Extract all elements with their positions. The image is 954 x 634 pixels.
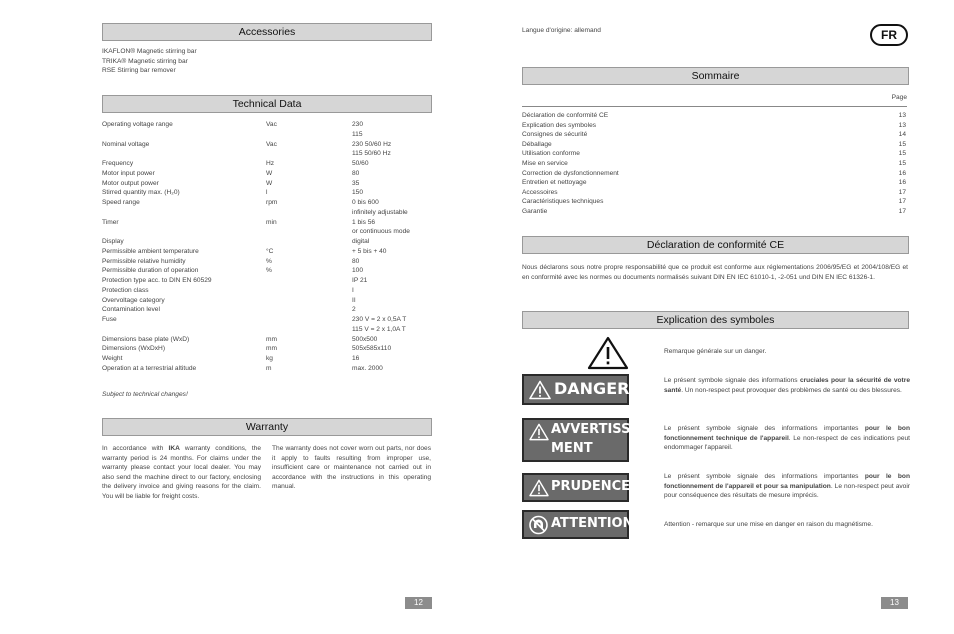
row-value: 2 <box>352 306 356 314</box>
warning-triangle-icon <box>529 479 549 497</box>
toc-page: 14 <box>898 131 906 139</box>
row-label: Nominal voltage <box>102 140 150 148</box>
row-value: digital <box>352 238 370 245</box>
warning-triangle-icon <box>529 423 549 441</box>
row-unit: W <box>266 179 273 187</box>
toc-label: Consignes de sécurité <box>522 131 588 139</box>
list-item <box>522 189 906 199</box>
row-label: Protection type acc. to DIN EN 60529 <box>102 277 212 284</box>
general-warning-text: Remarque générale sur un danger. <box>664 348 767 355</box>
row-value: max. 2000 <box>352 364 383 372</box>
caution-text: Le présent symbole signale des informations importantes pour le bon fonctionnement de l'appareil et pour sa manipulation. Le non-respect peut avoir pour conséquence des résultats de mesure imprécis. <box>664 473 910 500</box>
row-value: 230 50/60 Hz <box>352 140 392 148</box>
row-unit: °C <box>266 247 274 255</box>
row-value: IP 21 <box>352 277 368 284</box>
row-label: Operation at a terrestrial altitude <box>102 364 197 372</box>
accessories-list <box>102 47 197 76</box>
declaration-text: Nous déclarons sous notre propre responsabilité que ce produit est conforme aux réglementations 2006/95/EG et 2004/108/EG et en conformité avec les normes ou documents normalisés suivant DIN EN IEC 61010-1, -2-051 und DIN EN IEC 61326-1. <box>522 264 908 281</box>
accessories-heading: Accessories <box>102 23 432 41</box>
row-label: Timer <box>102 218 119 226</box>
sommaire-divider <box>522 106 907 107</box>
row-value: 16 <box>352 355 360 362</box>
row-value: 80 <box>352 169 360 177</box>
row-value: 230 <box>352 121 364 128</box>
row-value: 505x585x110 <box>352 345 392 353</box>
declaration-heading: Déclaration de conformité CE <box>522 236 909 254</box>
list-item <box>522 208 906 218</box>
toc-label: Garantie <box>522 208 548 215</box>
list-item <box>522 170 906 180</box>
toc-page: 17 <box>898 208 906 215</box>
row-label: Permissible ambient temperature <box>102 247 199 255</box>
page-number-right: 13 <box>881 597 908 609</box>
toc-label: Correction de dysfonctionnement <box>522 169 619 177</box>
warranty-heading: Warranty <box>102 418 432 436</box>
row-value: 35 <box>352 179 360 187</box>
warning-label-line-2: MENT <box>551 441 593 456</box>
warranty-text-2: The warranty does not cover worn out parts, nor does it apply to faults resulting from improper use, insufficient care or maintenance not carried out in accordance with the instructions in this operating manual. <box>272 445 431 491</box>
ika-brand: IKA <box>168 445 180 452</box>
toc-label: Mise en service <box>522 160 568 167</box>
list-item: IKAFLON® Magnetic stirring bar <box>102 48 197 55</box>
row-label: Weight <box>102 355 123 362</box>
attention-sign <box>522 510 634 539</box>
row-unit: Vac <box>266 140 277 148</box>
toc-label: Explication des symboles <box>522 121 597 129</box>
row-value: 115 <box>352 130 363 138</box>
row-label: Motor input power <box>102 169 155 177</box>
row-unit: rpm <box>266 199 278 206</box>
sommaire-heading: Sommaire <box>522 67 909 85</box>
toc-label: Caractéristiques techniques <box>522 198 604 206</box>
row-value: 115 50/60 Hz <box>352 150 391 158</box>
row-value: + 5 bis + 40 <box>352 247 387 255</box>
row-unit: Hz <box>266 160 275 167</box>
list-item <box>522 141 906 151</box>
technical-data-heading: Technical Data <box>102 95 432 113</box>
toc-page: 15 <box>898 140 906 148</box>
row-value: 150 <box>352 189 364 197</box>
row-label: Fuse <box>102 316 117 323</box>
row-value: infinitely adjustable <box>352 208 408 216</box>
page-number-left: 12 <box>405 597 432 609</box>
row-unit: kg <box>266 355 273 362</box>
row-unit: W <box>266 169 273 177</box>
row-label: Permissible duration of operation <box>102 267 199 275</box>
row-value: 0 bis 600 <box>352 199 379 206</box>
list-item: RSE Stirring bar remover <box>102 67 176 75</box>
row-unit: mm <box>266 345 277 353</box>
row-label: Permissible relative humidity <box>102 257 186 265</box>
row-unit: % <box>266 267 272 275</box>
list-item <box>522 179 906 189</box>
list-item <box>522 160 906 170</box>
row-value: 115 V = 2 x 1,0A T <box>352 325 406 333</box>
toc-page: 13 <box>898 121 906 129</box>
caution-label: PRUDENCE <box>551 479 631 494</box>
row-label: Overvoltage category <box>102 296 165 304</box>
row-value: 500x500 <box>352 335 378 343</box>
toc-page: 17 <box>898 188 906 196</box>
toc-page: 13 <box>898 112 906 119</box>
danger-label: DANGER <box>554 379 630 398</box>
row-value: I <box>352 286 354 294</box>
row-label: Motor output power <box>102 179 159 187</box>
row-value: 100 <box>352 267 364 275</box>
attention-label: ATTENTION <box>551 516 634 531</box>
row-label: Operating voltage range <box>102 121 173 128</box>
toc-page: 15 <box>898 160 906 167</box>
row-value: 1 bis 56 <box>352 218 376 226</box>
toc-page: 16 <box>898 169 906 177</box>
toc-label: Accessoires <box>522 188 558 196</box>
toc-label: Entretien et nettoyage <box>522 179 587 187</box>
toc-label: Déclaration de conformité CE <box>522 112 609 119</box>
sommaire-page-label: Page <box>891 94 907 101</box>
row-label: Dimensions (WxDxH) <box>102 345 166 353</box>
row-unit: m <box>266 364 272 372</box>
list-item <box>522 198 906 208</box>
row-value: or continuous mode <box>352 228 410 236</box>
list-item <box>522 150 906 160</box>
toc-label: Déballage <box>522 140 552 148</box>
symbols-heading: Explication des symboles <box>522 311 909 329</box>
warning-sign <box>522 418 645 462</box>
row-unit: Vac <box>266 121 277 128</box>
technical-note: Subject to technical changes! <box>102 391 188 398</box>
toc-label: Utilisation conforme <box>522 150 580 158</box>
row-label: Frequency <box>102 160 134 167</box>
warning-triangle-icon <box>529 380 551 400</box>
list-item <box>522 122 906 132</box>
row-label: Speed range <box>102 199 140 206</box>
warning-text: Le présent symbole signale des informations importantes pour le bon fonctionnement technique de l'appareil. Le non-respect de ces indications peut endommager l'appareil. <box>664 425 910 452</box>
row-unit: % <box>266 257 272 265</box>
warning-label-line-1: AVVERTISSE- <box>551 422 645 437</box>
magnet-warning-icon <box>528 515 549 535</box>
toc-page: 15 <box>898 150 906 158</box>
warranty-text-1: In accordance with IKA warranty conditions, the warranty period is 24 months. For claims under the warranty please contact your local dealer. You may also send the machine direct to our factory, enclosing the delivery invoice and giving reasons for the claim. You will be liable for freight costs. <box>102 445 261 500</box>
row-label: Dimensions base plate (WxD) <box>102 335 190 343</box>
row-value: II <box>352 296 356 304</box>
row-value: 230 V = 2 x 0,5A T <box>352 316 407 323</box>
danger-text: Le présent symbole signale des informations cruciales pour la sécurité de votre santé. Un non-respect peut provoquer des problèmes de santé ou des blessures. <box>664 377 910 394</box>
list-item <box>522 112 906 122</box>
row-unit: l <box>266 189 268 197</box>
row-label: Stirred quantity max. (H₂0) <box>102 189 180 197</box>
row-value: 50/60 <box>352 160 369 167</box>
caution-sign <box>522 473 629 502</box>
row-label: Protection class <box>102 286 149 294</box>
row-unit: min <box>266 218 277 226</box>
danger-sign <box>522 374 629 405</box>
toc-page: 17 <box>898 198 906 206</box>
attention-text: Attention - remarque sur une mise en danger en raison du magnétisme. <box>664 521 873 528</box>
origin-language: Langue d'origine: allemand <box>522 27 601 34</box>
toc-page: 16 <box>898 179 906 187</box>
warning-triangle-icon <box>587 336 629 370</box>
row-unit: mm <box>266 335 277 343</box>
list-item: TRIKA® Magnetic stirring bar <box>102 57 188 65</box>
row-label: Contamination level <box>102 306 160 314</box>
language-badge: FR <box>870 24 908 46</box>
list-item <box>522 131 906 141</box>
row-value: 80 <box>352 257 360 265</box>
row-label: Display <box>102 238 124 245</box>
